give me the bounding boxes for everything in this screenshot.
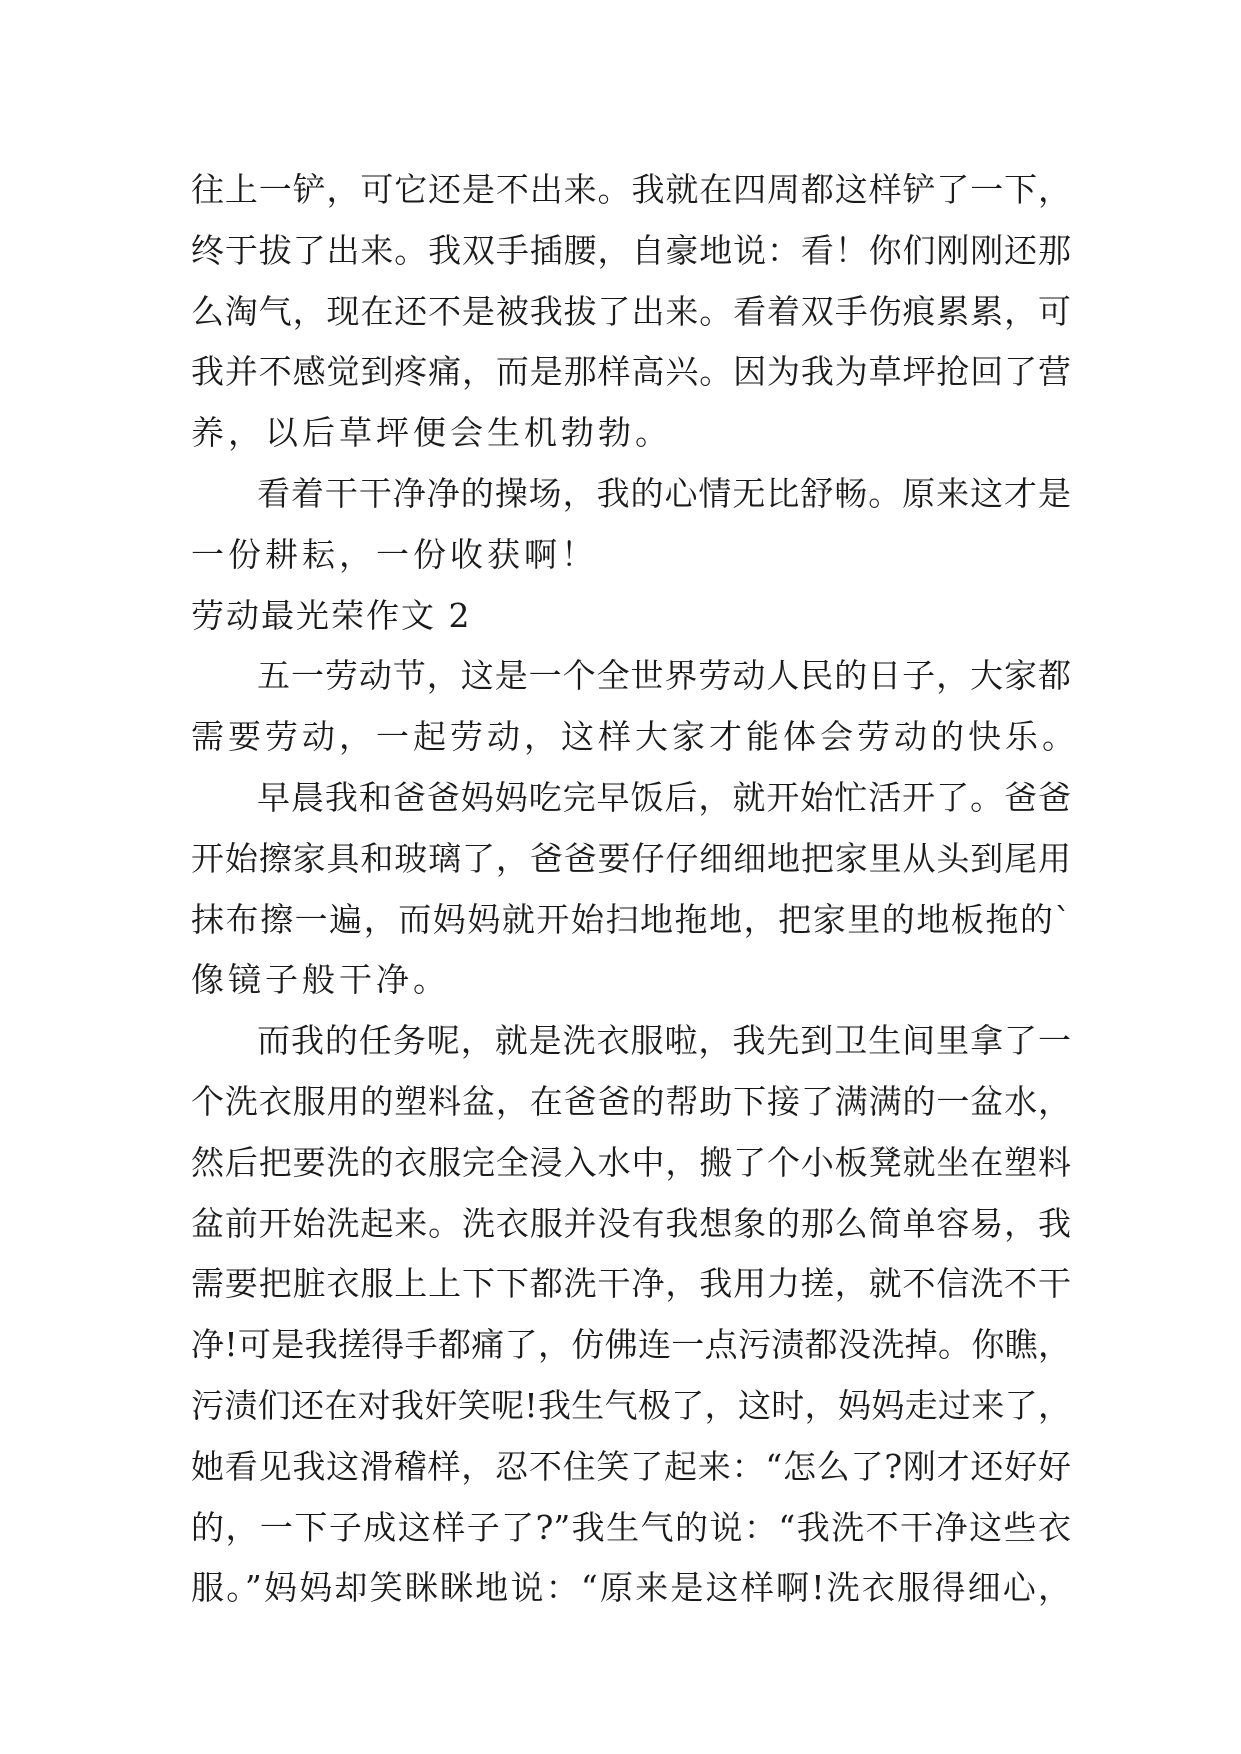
essay-body xyxy=(191,160,1079,1619)
paragraph-line: 看着干干净净的操场，我的心情无比舒畅。原来这才是 xyxy=(257,473,1071,513)
paragraph-line: 盆前开始洗起来。洗衣服并没有我想象的那么简单容易，我 xyxy=(191,1203,1071,1243)
paragraph-line: 像镜子般干净。 xyxy=(191,960,450,1000)
paragraph-line: 需要劳动，一起劳动，这样大家才能体会劳动的快乐。 xyxy=(191,717,1079,757)
paragraph-line: 我并不感觉到疼痛，而是那样高兴。因为我为草坪抢回了营 xyxy=(191,352,1071,392)
paragraph-line: 往上一铲，可它还是不出来。我就在四周都这样铲了一下， xyxy=(191,170,1071,209)
paragraph-line: 服。”妈妈却笑眯眯地说：“原来是这样啊!洗衣服得细心， xyxy=(191,1568,1071,1608)
paragraph-line: 然后把要洗的衣服完全浸入水中，搬了个小板凳就坐在塑料 xyxy=(191,1142,1071,1182)
paragraph-line: 而我的任务呢，就是洗衣服啦，我先到卫生间里拿了一 xyxy=(257,1021,1071,1061)
paragraph-line: 她看见我这滑稽样，忍不住笑了起来：“怎么了?刚才还好好 xyxy=(191,1446,1071,1486)
paragraph-line: 开始擦家具和玻璃了，爸爸要仔仔细细地把家里从头到尾用 xyxy=(191,838,1071,878)
essay-title: 劳动最光荣作文 2 xyxy=(191,595,472,635)
paragraph-line: 个洗衣服用的塑料盆，在爸爸的帮助下接了满满的一盆水， xyxy=(191,1081,1071,1121)
paragraph-line: 终于拔了出来。我双手插腰，自豪地说：看！你们刚刚还那 xyxy=(191,230,1071,270)
paragraph-line: 早晨我和爸爸妈妈吃完早饭后，就开始忙活开了。爸爸 xyxy=(257,777,1071,817)
paragraph-line: 的，一下子成这样子了?”我生气的说：“我洗不干净这些衣 xyxy=(191,1507,1071,1547)
paragraph-line: 抹布擦一遍，而妈妈就开始扫地拖地，把家里的地板拖的` xyxy=(191,899,1071,939)
paragraph-line: 净!可是我搓得手都痛了，仿佛连一点污渍都没洗掉。你瞧， xyxy=(191,1325,1071,1365)
paragraph-line: 需要把脏衣服上上下下都洗干净，我用力搓，就不信洗不干 xyxy=(191,1264,1071,1304)
paragraph-line: 五一劳动节，这是一个全世界劳动人民的日子，大家都 xyxy=(257,656,1071,696)
paragraph-line: 污渍们还在对我奸笑呢!我生气极了，这时，妈妈走过来了， xyxy=(191,1385,1071,1425)
paragraph-line: 一份耕耘，一份收获啊！ xyxy=(191,534,598,574)
paragraph-line: 养，以后草坪便会生机勃勃。 xyxy=(191,413,672,453)
paragraph-line: 么淘气，现在还不是被我拔了出来。看着双手伤痕累累，可 xyxy=(191,291,1071,331)
